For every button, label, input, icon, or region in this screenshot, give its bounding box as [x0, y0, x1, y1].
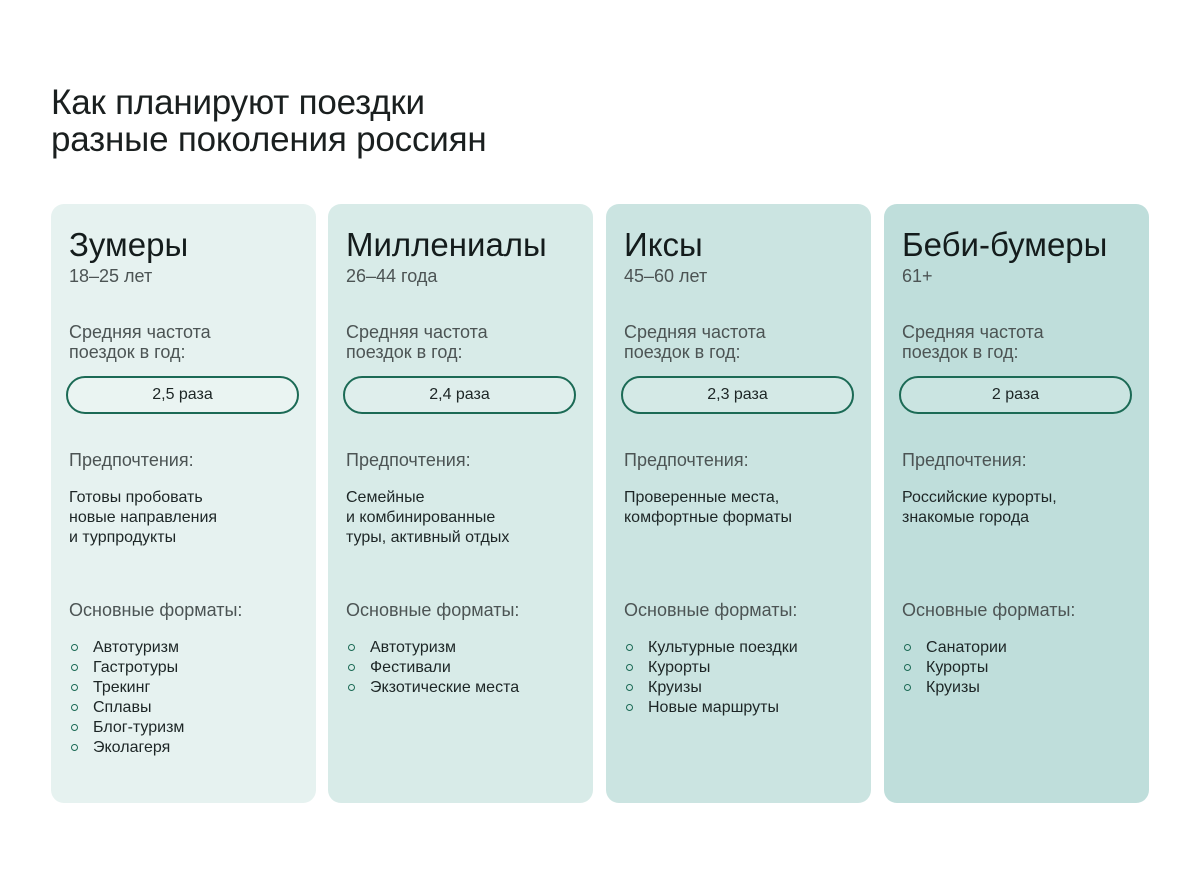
card-name: Зумеры: [69, 226, 189, 263]
circle-bullet-icon: [626, 684, 633, 691]
list-item: [69, 738, 184, 758]
circle-bullet-icon: [904, 644, 911, 651]
list-item: [69, 718, 184, 738]
frequency-label-line1: Средняя частота: [902, 322, 1044, 342]
formats-label: Основные форматы:: [624, 600, 798, 620]
circle-bullet-icon: [626, 664, 633, 671]
format-label: Экзотические места: [370, 679, 520, 696]
circle-bullet-icon: [626, 704, 633, 711]
list-item: [346, 638, 519, 658]
circle-bullet-icon: [904, 684, 911, 691]
page-title-line2: разные поколения россиян: [51, 120, 487, 159]
format-label: Круизы: [648, 679, 702, 696]
frequency-label: [69, 322, 211, 362]
format-label: Санатории: [926, 639, 1007, 656]
list-item: [346, 678, 519, 698]
preferences-line: туры, активный отдых: [346, 529, 510, 546]
list-item: [69, 658, 184, 678]
format-label: Эколагеря: [93, 739, 171, 756]
frequency-label-line1: Средняя частота: [624, 322, 766, 342]
format-label: Курорты: [648, 659, 711, 676]
circle-bullet-icon: [71, 724, 78, 731]
format-label: Курорты: [926, 659, 989, 676]
preferences-line: и турпродукты: [69, 529, 177, 546]
list-item: [902, 638, 1007, 658]
card-name: Миллениалы: [346, 226, 547, 263]
format-label: Гастротуры: [93, 659, 179, 676]
card-name: Иксы: [624, 226, 703, 263]
preferences-line: Проверенные места,: [624, 489, 780, 506]
format-label: Автотуризм: [93, 639, 180, 656]
formats-list: [902, 638, 1007, 698]
preferences-text: [624, 488, 792, 528]
frequency-value-badge: 2,4 раза: [343, 376, 576, 414]
frequency-label-line1: Средняя частота: [346, 322, 488, 342]
page-title-line1: Как планируют поездки: [51, 83, 425, 122]
frequency-value-badge: 2,5 раза: [66, 376, 299, 414]
preferences-label: Предпочтения:: [902, 450, 1027, 470]
preferences-label: Предпочтения:: [346, 450, 471, 470]
format-label: Круизы: [926, 679, 980, 696]
format-label: Сплавы: [93, 699, 152, 716]
card-name: Беби-бумеры: [902, 226, 1108, 263]
formats-label: Основные форматы:: [902, 600, 1076, 620]
circle-bullet-icon: [71, 744, 78, 751]
frequency-label-line2: поездок в год:: [624, 342, 741, 362]
list-item: [624, 658, 798, 678]
format-label: Трекинг: [93, 679, 151, 696]
preferences-text: [346, 488, 509, 548]
formats-list: [346, 638, 519, 698]
circle-bullet-icon: [348, 684, 355, 691]
frequency-label-line2: поездок в год:: [902, 342, 1019, 362]
preferences-label: Предпочтения:: [624, 450, 749, 470]
circle-bullet-icon: [71, 664, 78, 671]
format-label: Новые маршруты: [648, 699, 779, 716]
card-age: 18–25 лет: [69, 266, 153, 286]
format-label: Фестивали: [370, 659, 451, 676]
formats-label: Основные форматы:: [69, 600, 243, 620]
list-item: [69, 698, 184, 718]
preferences-line: комфортные форматы: [624, 509, 793, 526]
format-label: Культурные поездки: [648, 639, 798, 656]
card-age: 26–44 года: [346, 266, 438, 286]
preferences-text: [69, 488, 217, 548]
preferences-line: Семейные: [346, 489, 425, 506]
list-item: [902, 658, 1007, 678]
generation-card-baby-boomers: [884, 204, 1149, 803]
circle-bullet-icon: [71, 704, 78, 711]
circle-bullet-icon: [71, 644, 78, 651]
frequency-value-badge: 2 раза: [899, 376, 1132, 414]
page-title: [51, 84, 487, 158]
preferences-line: Российские курорты,: [902, 489, 1057, 506]
generation-cards: [51, 204, 1149, 803]
list-item: [902, 678, 1007, 698]
frequency-label: [624, 322, 766, 362]
list-item: [69, 638, 184, 658]
list-item: [624, 678, 798, 698]
frequency-label-line1: Средняя частота: [69, 322, 211, 342]
frequency-label-line2: поездок в год:: [69, 342, 186, 362]
list-item: [624, 698, 798, 718]
format-label: Блог-туризм: [93, 719, 185, 736]
formats-list: [624, 638, 798, 718]
preferences-line: новые направления: [69, 509, 218, 526]
list-item: [69, 678, 184, 698]
circle-bullet-icon: [626, 644, 633, 651]
frequency-label-line2: поездок в год:: [346, 342, 463, 362]
circle-bullet-icon: [348, 664, 355, 671]
frequency-label: [346, 322, 488, 362]
formats-label: Основные форматы:: [346, 600, 520, 620]
frequency-label: [902, 322, 1044, 362]
circle-bullet-icon: [71, 684, 78, 691]
frequency-value-badge: 2,3 раза: [621, 376, 854, 414]
generation-card-gen-x: [606, 204, 871, 803]
circle-bullet-icon: [904, 664, 911, 671]
circle-bullet-icon: [348, 644, 355, 651]
preferences-text: [902, 488, 1057, 528]
card-age: 61+: [902, 266, 933, 286]
preferences-line: и комбинированные: [346, 509, 496, 526]
card-age: 45–60 лет: [624, 266, 708, 286]
list-item: [346, 658, 519, 678]
generation-card-zoomers: [51, 204, 316, 803]
preferences-line: Готовы пробовать: [69, 489, 203, 506]
format-label: Автотуризм: [370, 639, 457, 656]
list-item: [624, 638, 798, 658]
formats-list: [69, 638, 184, 758]
preferences-line: знакомые города: [902, 509, 1030, 526]
generation-card-millennials: [328, 204, 593, 803]
preferences-label: Предпочтения:: [69, 450, 194, 470]
